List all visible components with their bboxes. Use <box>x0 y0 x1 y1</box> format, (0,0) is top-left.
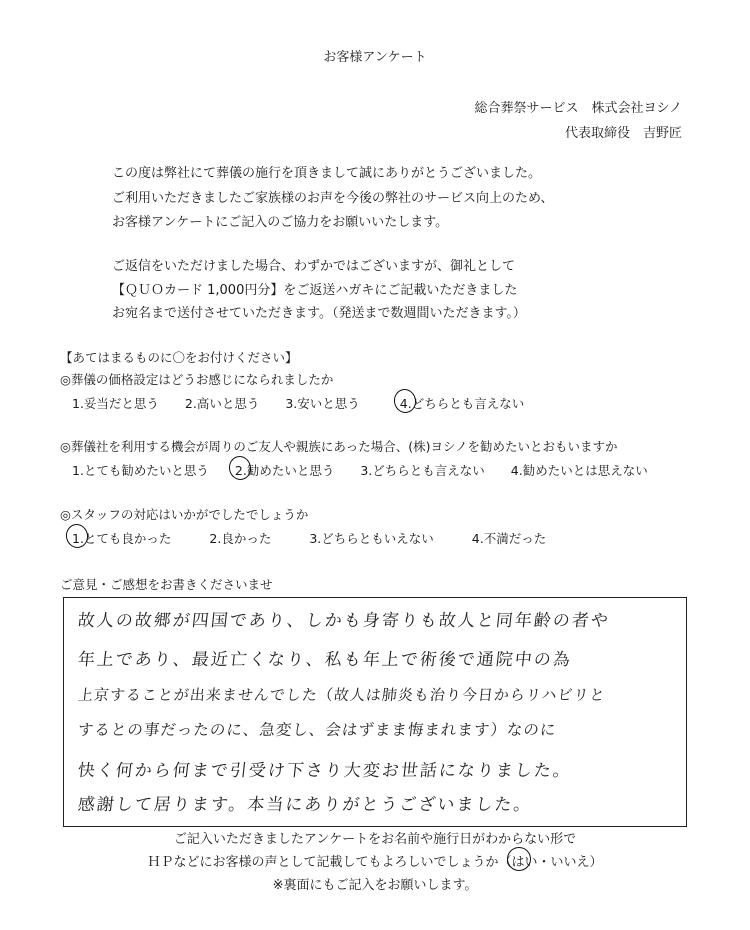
handwritten-line: 上京することが出来ませんでした（故人は肺炎も治り今日からリハビリと <box>77 686 607 704</box>
option[interactable]: 4.不満だった <box>471 531 547 546</box>
question-recommend: ◎葬儀社を利用する機会が周りのご友人や親族にあった場合、(株)ヨシノを勧めたいとおもいますか <box>60 439 618 454</box>
option[interactable]: 3.安いと思う <box>285 396 360 411</box>
handwritten-line: 年上であり、最近亡くなり、私も年上で術後で通院中の為 <box>76 650 573 670</box>
option[interactable]: 3.どちらともいえない <box>309 531 434 546</box>
question-staff-options <box>72 529 568 547</box>
footer-consent-line1: ご記入いただきましたアンケートをお名前や施行日がわからない形で <box>173 832 577 847</box>
comments-label: ご意見・ご感想をお書きくださいませ <box>60 577 273 592</box>
question-staff: ◎スタッフの対応はいかがでしたでしょうか <box>60 507 309 522</box>
representative-name: 代表取締役 吉野匠 <box>564 126 682 141</box>
intro-line: お客様アンケートにご記入のご協力をお願いいたします。 <box>112 215 449 230</box>
option[interactable]: 2.高いと思う <box>184 396 260 411</box>
footer-note: ※裏面にもご記入をお願いします。 <box>272 878 478 893</box>
option-selected[interactable]: 1.とても良かった <box>72 531 172 546</box>
handwritten-line: するとの事だったのに、急変し、会はずまま悔まれます）なのに <box>76 721 558 739</box>
page-title: お客様アンケート <box>323 50 427 65</box>
option[interactable]: 1.妥当だと思う <box>72 396 159 411</box>
handwritten-line: 故人の故郷が四国であり、しかも身寄りも故人と同年齢の者や <box>76 611 611 631</box>
question-recommend-options <box>72 461 670 479</box>
question-price-options <box>72 394 546 412</box>
intro-line: この度は弊社にて葬儀の施行を頂きまして誠にありがとうございました。 <box>112 166 542 181</box>
company-name: 総合葬祭サービス 株式会社ヨシノ <box>474 101 682 116</box>
consent-close: ） <box>589 855 603 870</box>
handwritten-line: 快く何から何まで引受け下さり大変お世話になりました。 <box>76 761 573 781</box>
intro-line: 【ＱＵＯカード 1,000円分】をご返送ハガキにご記載いただきました <box>112 283 518 298</box>
instruction-text: 【あてはまるものに〇をお付けください】 <box>60 350 298 365</box>
question-price: ◎葬儀の価格設定はどうお感じになられましたか <box>60 372 334 387</box>
consent-separator: ・ <box>537 855 551 870</box>
option-selected[interactable]: 2.勧めたいと思う <box>234 463 335 478</box>
option[interactable]: 1.とても勧めたいと思う <box>72 463 209 478</box>
footer-consent-line2 <box>0 851 750 870</box>
consent-yes[interactable]: はい <box>511 851 537 870</box>
option[interactable]: 4.勧めたいとは思えない <box>510 463 648 478</box>
option-selected[interactable]: 4.どちらとも言えない <box>399 396 525 411</box>
intro-line: お宛名まで送付させていただきます。（発送まで数週間いただきます。） <box>112 306 526 321</box>
option[interactable]: 2.良かった <box>209 531 272 546</box>
consent-question: ＨＰなどにお客様の声として記載してもよろしいでしょうか（ <box>147 855 512 870</box>
consent-no[interactable]: いいえ <box>550 855 590 870</box>
handwritten-line: 感謝して居ります。本当にありがとうございました。 <box>76 795 534 815</box>
intro-line: ご返信をいただけました場合、わずかではございますが、御礼として <box>112 259 516 274</box>
option[interactable]: 3.どちらとも言えない <box>360 463 485 478</box>
intro-line: ご利用いただきましたご家族様のお声を今後の弊社のサービス向上のため、 <box>112 191 554 206</box>
